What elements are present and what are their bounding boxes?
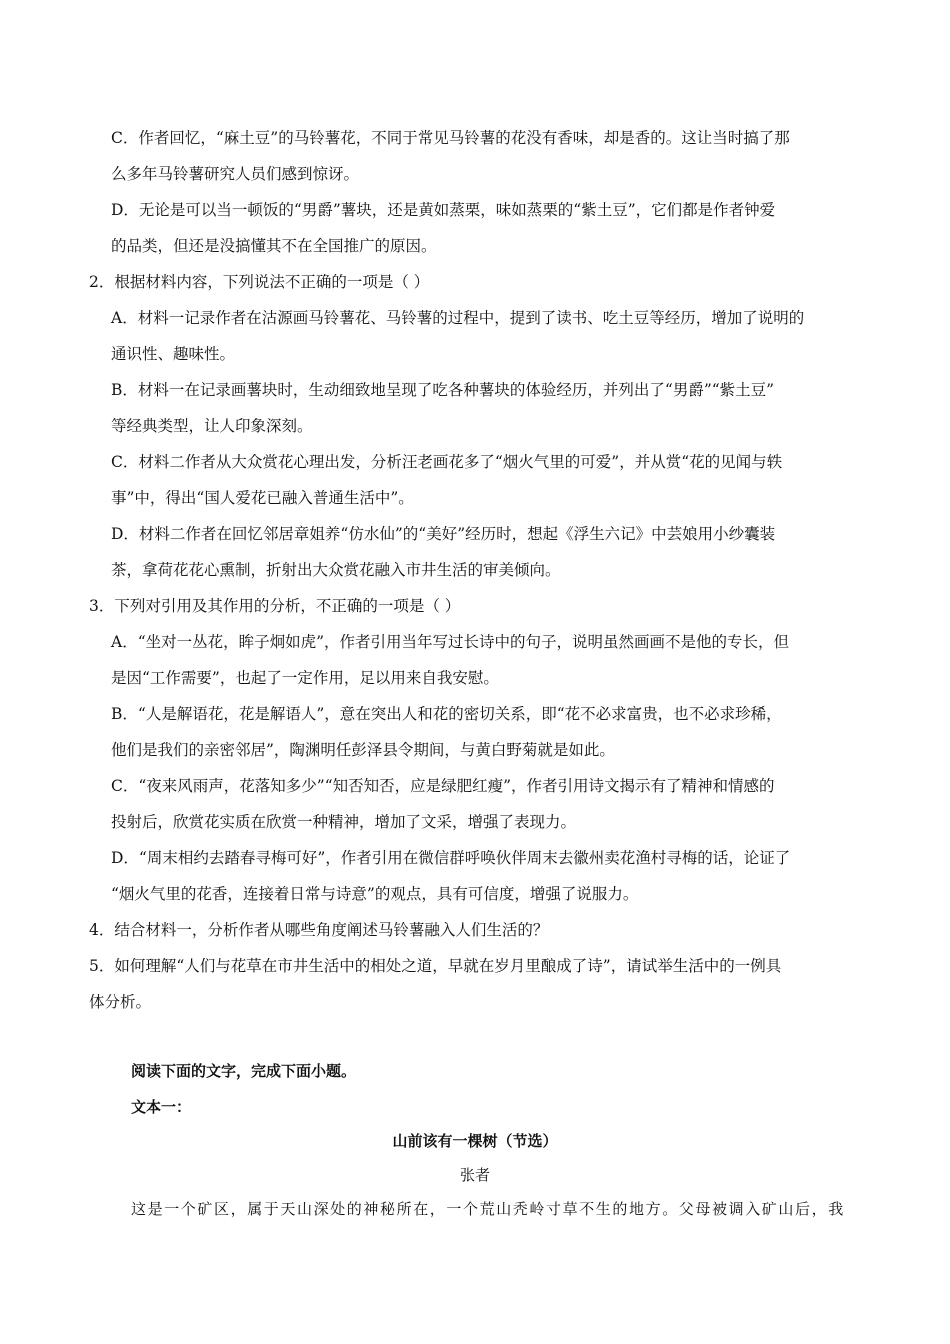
question-3: 3．下列对引用及其作用的分析，不正确的一项是（ ） bbox=[89, 597, 461, 615]
reading-instruction: 阅读下面的文字，完成下面小题。 bbox=[131, 1062, 357, 1080]
q3-option-c-line-2: 投射后，欣赏花实质在欣赏一种精神，增加了文采，增强了表现力。 bbox=[111, 813, 577, 831]
q3-option-b-line-2: 他们是我们的亲密邻居”，陶渊明任彭泽县令期间，与黄白野菊就是如此。 bbox=[111, 741, 615, 759]
option-d-line-1: D．无论是可以当一顿饭的“男爵”薯块，还是黄如蒸栗，味如蒸栗的“紫土豆”，它们都是作者钟爱 bbox=[111, 201, 776, 219]
option-c-line-1: C．作者回忆，“麻土豆”的马铃薯花，不同于常见马铃薯的花没有香味，却是香的。这让当时搞了那 bbox=[111, 129, 790, 147]
question-5-line-1: 5．如何理解“人们与花草在市井生活中的相处之道，早就在岁月里酿成了诗”，请试举生活中的一例具 bbox=[89, 957, 782, 975]
article-title: 山前该有一棵树（节选） bbox=[392, 1132, 558, 1150]
q2-option-b-line-1: B．材料一在记录画薯块时，生动细致地呈现了吃各种薯块的体验经历，并列出了“男爵”“紫土豆” bbox=[111, 381, 775, 399]
q2-option-a-line-2: 通识性、趣味性。 bbox=[111, 345, 236, 363]
article-body-line-1: 这是一个矿区，属于天山深处的神秘所在，一个荒山秃岭寸草不生的地方。父母被调入矿山后，我 bbox=[131, 1200, 845, 1218]
q2-option-d-line-2: 茶，拿荷花花心熏制，折射出大众赏花融入市井生活的审美倾向。 bbox=[111, 561, 561, 579]
q3-option-c-line-1: C．“夜来风雨声，花落知多少”“知否知否，应是绿肥红瘦”，作者引用诗文揭示有了精神和情感的 bbox=[111, 777, 775, 795]
q2-option-a-line-1: A．材料一记录作者在沽源画马铃薯花、马铃薯的过程中，提到了读书、吃土豆等经历，增加了说明的 bbox=[111, 309, 805, 327]
question-2: 2．根据材料内容，下列说法不正确的一项是（ ） bbox=[89, 273, 430, 291]
q2-option-c-line-2: 事”中，得出“国人爱花已融入普通生活中”。 bbox=[111, 489, 414, 507]
option-d-line-2: 的品类，但还是没搞懂其不在全国推广的原因。 bbox=[111, 237, 437, 255]
q2-option-d-line-1: D．材料二作者在回忆邻居章姐养“仿水仙”的“美好”经历时，想起《浮生六记》中芸娘用小纱囊装 bbox=[111, 525, 776, 543]
option-c-line-2: 么多年马铃薯研究人员们感到惊讶。 bbox=[111, 165, 360, 183]
q3-option-d-line-2: “烟火气里的花香，连接着日常与诗意”的观点，具有可信度，增强了说服力。 bbox=[111, 885, 639, 903]
q3-option-d-line-1: D．“周末相约去踏春寻梅可好”，作者引用在微信群呼唤伙伴周末去徽州卖花渔村寻梅的话，论证了 bbox=[111, 849, 791, 867]
q3-option-b-line-1: B．“人是解语花，花是解语人”，意在突出人和花的密切关系，即“花不必求富贵，也不必求珍稀， bbox=[111, 705, 782, 723]
q3-option-a-line-2: 是因“工作需要”，也起了一定作用，足以用来自我安慰。 bbox=[111, 669, 499, 687]
question-4: 4．结合材料一，分析作者从哪些角度阐述马铃薯融入人们生活的？ bbox=[89, 921, 549, 939]
q2-option-c-line-1: C．材料二作者从大众赏花心理出发，分析汪老画花多了“烟火气里的可爱”，并从赏“花的见闻与轶 bbox=[111, 453, 783, 471]
q2-option-b-line-2: 等经典类型，让人印象深刻。 bbox=[111, 417, 313, 435]
text-one-label: 文本一： bbox=[131, 1098, 192, 1116]
article-author: 张者 bbox=[459, 1166, 490, 1184]
question-5-line-2: 体分析。 bbox=[89, 993, 152, 1011]
q3-option-a-line-1: A．“坐对一丛花，眸子炯如虎”，作者引用当年写过长诗中的句子，说明虽然画画不是他的专长，但 bbox=[111, 633, 790, 651]
